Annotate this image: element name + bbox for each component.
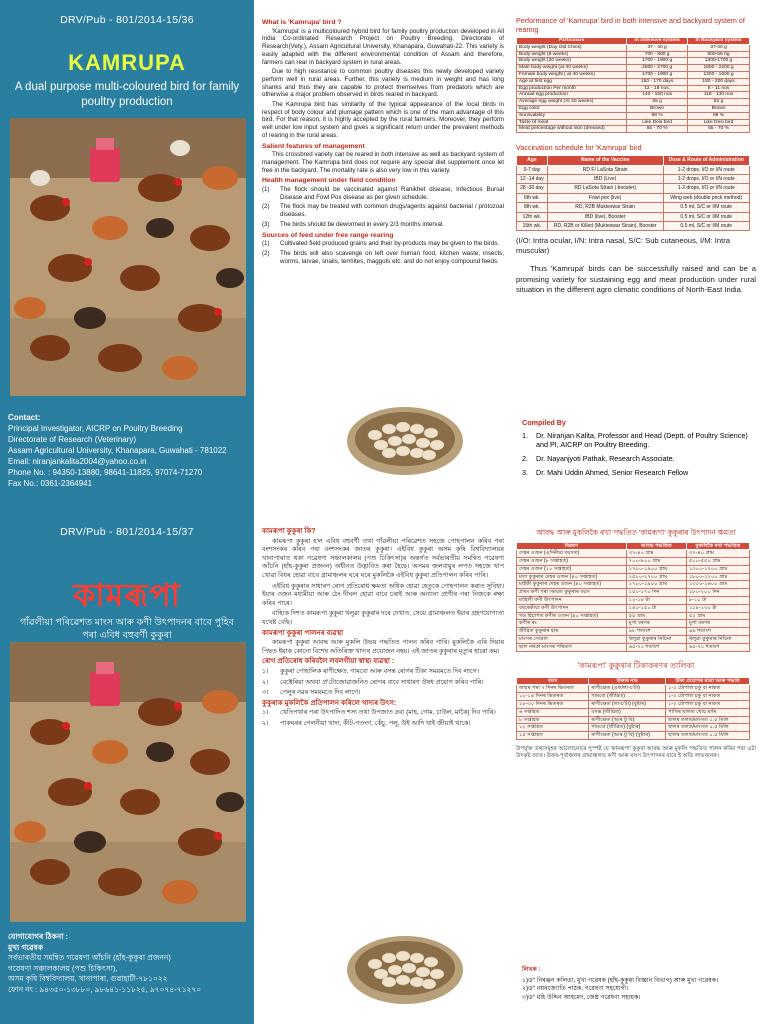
- column-header: In Backyard system: [688, 38, 750, 45]
- table-cell: Egg color: [517, 105, 627, 112]
- contact-line: Assam Agricultural University, Khanapara, Guwahati - 781022: [8, 446, 227, 455]
- table-cell: ৫৫ গ্ৰাম: [626, 612, 686, 620]
- table-cell: ৮-১১ টা: [686, 597, 749, 605]
- column-header: Particulars: [517, 38, 627, 45]
- table-cell: গামবো (জীৱিত): [589, 693, 666, 701]
- table-row: [517, 92, 750, 99]
- contact-block: [8, 412, 252, 489]
- tables-column: [516, 528, 756, 761]
- table-cell: ১১৮-১৩০ টা: [686, 604, 749, 612]
- vaccination-heading: 'কামৰূপা' কুকুৰাৰ টিকাকৰণৰ তালিকা: [577, 660, 695, 670]
- list-item-text: Dr. Mahi Uddin Ahmed, Senior Research Fellow: [536, 468, 689, 477]
- table-cell: ৬৫-৭০ শতাংশ: [686, 643, 749, 651]
- table-row: [517, 597, 750, 605]
- section-heading: What is 'Kamrupa' bird ?: [262, 19, 342, 26]
- contact-heading: যোগাযোগৰ ঠিকনা :: [8, 932, 68, 941]
- table-cell: ৰাণীক্ষেত (আৰ টু বি) (বুষ্টাৰ): [589, 732, 666, 740]
- description-column: [262, 528, 504, 730]
- table-cell: Body weight (8 weeks): [517, 51, 627, 58]
- table-cell: ৰাণীক্ষেত (এফ/লা-চ'টা): [589, 685, 666, 693]
- health-list: [262, 668, 504, 698]
- table-row: [517, 119, 750, 126]
- table-cell: ৬ সপ্তাহত: [517, 708, 589, 716]
- list-item-text: The birds should be dewormed in every 2/3 months interval.: [280, 220, 445, 228]
- paragraph: The Kamrupa bird has similarity of the typical appearance of the local birds in respect of body colour and plumage pattern which is one of the main advantage of this bird. For that reason, it is highly accepted by the rural farmers. Moreover, they perform well under low input system and gives a significant return under the prevalent methods of rearing in the rural areas.: [262, 101, 504, 139]
- table-cell: ৩৭-৪০ গ্ৰাম: [686, 550, 749, 558]
- table-row: [517, 685, 750, 693]
- table-cell: 28 -30 day: [517, 184, 548, 193]
- performance-heading: Performance of 'Kamrupa' bird in both intensive and backyard system of rearing: [516, 16, 745, 34]
- table-cell: ১-২ টোপাল চকু বা নাকত: [666, 685, 750, 693]
- compiled-by: [522, 966, 758, 1002]
- table-cell: Age at first egg: [517, 78, 627, 85]
- table-row: [517, 212, 750, 221]
- table-row: [517, 589, 750, 597]
- table-row: [517, 78, 750, 85]
- table-cell: 0.5 ml, S/C or I/M route: [663, 203, 749, 212]
- table-cell: ১৮০-২০০ দিন: [686, 589, 749, 597]
- contact-line: অসম কৃষি বিশ্ববিদ্যালয়, খানাপাৰা, গুৱাহাটী-৭৮১০২২: [8, 974, 168, 983]
- paragraph: Due to high resistance to common poultry diseases this newly developed variety perform well in rural areas. Further, this variety is medium in weight and has long shanks and thus they are capable to protect themselves from predators which are otherwise a major problem observed in birds reared in backyard.: [262, 68, 504, 99]
- table-cell: মুগা বৰণৰ: [686, 620, 749, 628]
- contact-email: Email: niranjankalita2004@yahoo.co.in: [8, 457, 147, 466]
- table-cell: 37-40 g: [688, 44, 750, 51]
- list-item: [522, 431, 758, 449]
- table-row: [517, 71, 750, 78]
- table-cell: দেহৰ ওজন (২০ সপ্তাহত): [517, 565, 627, 573]
- table-cell: Meat percentage without skin (dressed): [517, 126, 627, 133]
- table-cell: থলুৱা কুকুৰাৰ নিচিনা: [626, 636, 686, 644]
- list-item: [262, 679, 504, 688]
- table-cell: 96 %: [688, 112, 750, 119]
- section-heading: Salient features of management: [262, 142, 365, 150]
- table-cell: 180 - 200 days: [688, 78, 750, 85]
- table-cell: 12 - 18 nos.: [627, 85, 688, 92]
- column-header: বিৱৰণ: [517, 542, 627, 550]
- list-item: [262, 720, 504, 729]
- column-header: বয়স: [517, 677, 589, 685]
- leaflet-title: কামৰূপা: [73, 577, 181, 613]
- table-cell: ৩৭-৪০ গ্ৰাম: [626, 550, 686, 558]
- description-column: [262, 16, 504, 267]
- table-cell: ১৮০০-২২০০ গ্ৰাম: [686, 573, 749, 581]
- abbreviation-note: (I/O: Intra ocular, I/N: Intra nasal, S/C: Sub cutaneous, I/M: Intra muscular): [516, 236, 730, 256]
- contact-phone: Phone No. : 94350-13880, 98641-11825, 97074-71270: [8, 468, 203, 477]
- compiled-heading: লিখক :: [522, 966, 541, 973]
- table-cell: 1-2 drops, I/O or I/N route: [663, 174, 749, 183]
- health-list: [262, 186, 504, 229]
- list-item: [522, 468, 758, 477]
- column-header: Age: [517, 156, 548, 165]
- table-cell: 0.5 ml, S/C or I/M route: [663, 222, 749, 231]
- table-cell: Egg production Per month: [517, 85, 627, 92]
- table-cell: ২৮-৩০ দিনৰ ভিতৰত: [517, 701, 589, 709]
- list-item-number: (1): [262, 240, 270, 248]
- table-cell: ছাল নথকা মাংসৰ পৰিমাণ: [517, 643, 627, 651]
- table-cell: 12th wk.: [517, 212, 548, 221]
- table-cell: 37 - 40 g: [627, 44, 688, 51]
- table-cell: 150 - 170 days: [627, 78, 688, 85]
- list-item-text: The flock should be vaccinated against Ranikhet disease, Infectious Bursal Disease and Fowl Pox disease as per given schedule.: [280, 186, 504, 201]
- list-item-text: Cultivated field produced grains and their by-products may be given to the birds.: [280, 240, 500, 248]
- list-item-number: (2): [262, 249, 270, 257]
- table-cell: Taste of meat: [517, 119, 627, 126]
- list-item: [262, 689, 504, 698]
- table-cell: ছালৰ তলত/মাংসত ০.৫ মিলি: [666, 732, 750, 740]
- list-item-text: কুকুৰা পোহালিক ৰাণীক্ষেত, গামবো আৰু বসন্ত ৰোগৰ টিকা সময়মতে দিব লাগে।: [280, 667, 479, 675]
- column-header: Name of the Vaccine: [547, 156, 663, 165]
- table-cell: 52 g: [688, 99, 750, 106]
- list-item: [262, 240, 504, 248]
- table-row: [517, 708, 750, 716]
- section-heading: কুকুৰাক মুকলিকৈ প্ৰতিপালন কৰিলে খাদ্যৰ উৎস:: [262, 699, 397, 707]
- table-cell: Male body weight (at 40 weeks): [517, 65, 627, 72]
- conclusion: উপৰ্যুক্ত তথ্যসমূহৰ আলোচনাৰে সুস্পষ্ট যে 'কামৰূপা' কুকুৰা আবদ্ধ আৰু মুকলি পদ্ধতিত পালন কৰিব পৰা এটা উৎকৃষ্ট জাত। উত্তৰ-পূৰ্বাঞ্চলৰ গ্ৰামাঞ্চলত কণী আৰু মাংস উৎপাদনৰ বাবে ই অতি লাভজনক।: [516, 746, 756, 760]
- feed-list: [262, 240, 504, 265]
- table-row: [517, 58, 750, 65]
- contact-line: Directorate of Research (Veterinary): [8, 435, 137, 444]
- table-row: [517, 620, 750, 628]
- table-cell: ১-২ টোপাল চকু বা নাকত: [666, 701, 750, 709]
- list-item: [262, 203, 504, 218]
- feed-list: [262, 709, 504, 728]
- table-row: [517, 732, 750, 740]
- table-cell: ৮ সপ্তাহত: [517, 716, 589, 724]
- column-header: আবদ্ধ পদ্ধতিত: [626, 542, 686, 550]
- table-row: [517, 174, 750, 183]
- table-cell: 118 - 130 nos: [688, 92, 750, 99]
- table-cell: 65 - 70 %: [627, 126, 688, 133]
- table-row: [517, 636, 750, 644]
- table-cell: ১৪০-১৫০ টা: [626, 604, 686, 612]
- list-item-text: Dr. Nayanjyoti Pathak, Research Associate.: [536, 454, 675, 463]
- table-cell: Wing web (double prick method): [663, 193, 749, 202]
- table-cell: Female body weight ( at 40 weeks): [517, 71, 627, 78]
- contact-line: সৰ্বভাৰতীয় সমন্বিত গৱেষণা আঁচনি (হাঁহ-কুকুৰা প্ৰজনন): [8, 953, 171, 962]
- table-cell: মতা কুকুৰাৰ দেহৰ ওজন (৪০ সপ্তাহত): [517, 573, 627, 581]
- column-header: In intensive system: [627, 38, 688, 45]
- table-cell: 55 g: [627, 99, 688, 106]
- table-cell: গামবো (জীৱিত) (বুষ্টাৰ): [589, 724, 666, 732]
- table-row: [517, 65, 750, 72]
- table-row: [517, 44, 750, 51]
- cover-panel: [0, 0, 254, 512]
- table-cell: 65 - 70 %: [688, 126, 750, 133]
- table-row: [517, 628, 750, 636]
- table-row: [517, 701, 750, 709]
- section-heading: কামৰূপা কুকুৰা পালনৰ ব্যৱস্থা: [262, 629, 344, 637]
- list-item-text: The flock may be treated with common drugs/agents against bacterial / protozoal diseases.: [280, 203, 504, 219]
- compiler-list: [522, 431, 758, 477]
- list-item-number: (1): [262, 186, 270, 194]
- contact-line: Principal Investigator, AICRP on Poultry Breeding: [8, 424, 183, 433]
- table-cell: Average egg weight (At 40 weeks): [517, 99, 627, 106]
- table-cell: জন্মৰ পৰা ৭ দিনৰ ভিতৰত: [517, 685, 589, 693]
- column-header: Dose & Route of Administration: [663, 156, 749, 165]
- vaccination-heading: Vaccination schedule for 'Kamrupa' bird: [516, 143, 642, 153]
- table-cell: প্ৰথম কণী পৰা সময়ত কুকুৰাৰ বয়স: [517, 589, 627, 597]
- column-header: টিকাৰ নাম: [589, 677, 666, 685]
- table-row: [517, 604, 750, 612]
- paragraph: This crossbred variety can be reared in both intensive as well as backyard system of management. The Kamrupa bird does not require any special diet supplement once let free in the backyard. The mortality rate is also very low in this variety.: [262, 151, 504, 174]
- table-cell: 12 -14 day: [517, 174, 548, 183]
- table-cell: 0-7 day: [517, 165, 548, 174]
- table-cell: ২৫০০-২৭০০ গ্ৰাম: [626, 573, 686, 581]
- table-row: [517, 126, 750, 133]
- table-cell: 6th wk.: [517, 193, 548, 202]
- table-cell: 2500 - 2700 g: [627, 65, 688, 72]
- table-row: [517, 550, 750, 558]
- table-cell: ৰাণীক্ষেত (লা-চ'টা) (বুষ্টাৰ): [589, 701, 666, 709]
- list-item-number: ৩।: [262, 689, 269, 697]
- table-cell: বসন্ত (জীৱিত): [589, 708, 666, 716]
- table-cell: 1-2 drops, I/O or I/N route: [663, 165, 749, 174]
- table-cell: ৬৫-৭০ শতাংশ: [626, 643, 686, 651]
- column-header: মুকলিকৈ ৰখা পদ্ধতিত: [686, 542, 749, 550]
- publication-number: DRV/Pub - 801/2014-15/36: [60, 14, 194, 26]
- table-cell: কণীৰ ৰং: [517, 620, 627, 628]
- compiler-list: [522, 977, 758, 1003]
- list-item-number: 3.: [522, 468, 528, 477]
- table-cell: Survivability: [517, 112, 627, 119]
- table-cell: IBD (Live): [547, 174, 663, 183]
- section-heading: ৰোগ প্ৰতিৰোধ কৰিবলৈ লবলগীয়া স্বাস্থ্য ব্যৱস্থা :: [262, 658, 395, 666]
- table-cell: 500-55 0g: [688, 51, 750, 58]
- vaccination-table: [516, 677, 750, 740]
- table-cell: ৯৮ শতাংশ: [626, 628, 686, 636]
- table-cell: মুগা বৰণৰ: [626, 620, 686, 628]
- table-row: [517, 203, 750, 212]
- table-row: [517, 184, 750, 193]
- table-row: [517, 558, 750, 566]
- column-header: টিকা প্ৰয়োগৰ মাত্ৰা আৰু পদ্ধতি: [666, 677, 750, 685]
- performance-table: [516, 542, 750, 652]
- table-row: [517, 99, 750, 106]
- section-heading: Sources of feed under free range rearing: [262, 231, 394, 239]
- table-cell: 1-2 drops, I/O or I/N route: [663, 184, 749, 193]
- list-item-number: ২।: [262, 678, 269, 686]
- table-cell: Annual egg production: [517, 92, 627, 99]
- table-cell: ১৩০০-১৭০০ গ্ৰাম: [686, 565, 749, 573]
- table-cell: ১৩০০-১৬০০ গ্ৰাম: [686, 581, 749, 589]
- table-row: [517, 643, 750, 651]
- leaflet-subtitle: A dual purpose multi-coloured bird for family poultry production: [14, 81, 240, 108]
- table-cell: ৫০০-৫৫০ গ্ৰাম: [686, 558, 749, 566]
- list-item-number: ১।: [262, 709, 269, 717]
- table-row: [517, 51, 750, 58]
- table-cell: ৰাণীক্ষেত (আৰ টু বি): [589, 716, 666, 724]
- table-cell: ১২-১৮ টা: [626, 597, 686, 605]
- section-heading: Health management under field condition: [262, 177, 396, 185]
- table-cell: ১২ সপ্তাহত: [517, 724, 589, 732]
- publication-number: DRV/Pub - 801/2014-15/37: [60, 526, 194, 538]
- list-item: [522, 994, 758, 1003]
- table-cell: ৫২ গ্ৰাম: [686, 612, 749, 620]
- section-heading: কামৰূপা কুকুৰা কি?: [262, 528, 316, 535]
- table-row: [517, 693, 750, 701]
- table-cell: দেহৰ ওজন (৮ সপ্তাহত): [517, 558, 627, 566]
- table-cell: ১৫ সপ্তাহত: [517, 732, 589, 740]
- paragraph: কামৰূপা কুকুৰা আবদ্ধ আৰু মুকলি উভয় পদ্ধতিত পালন কৰিব পাৰি। মুকলিকৈ এৰি দিয়াৰ পিছত ইয়াক কোনো বিশেষ অতিৰিক্ত খাদ্যৰ প্ৰয়োজন নহয়। এই জাতৰ কুকুৰাৰ মৃত্যুৰ হাৰো কম।: [262, 639, 504, 655]
- table-cell: RD F/ LaSota Strain: [547, 165, 663, 174]
- table-cell: মাইকী কুকুৰাৰ দেহৰ ওজন (৪০ সপ্তাহত): [517, 581, 627, 589]
- table-row: [517, 222, 750, 231]
- performance-table: [516, 37, 750, 133]
- table-row: [517, 165, 750, 174]
- table-cell: জীৱিত কুকুৰাৰ হাৰ: [517, 628, 627, 636]
- list-item-text: পাকঘৰৰ পেলনীয়া খাদ্য, কীট-পতংগ, কেঁচু, পলু, উই আদি খাই জীয়াই থাকে।: [280, 719, 471, 727]
- vaccination-table: [516, 155, 750, 231]
- table-cell: ৯৬ শতাংশ: [686, 628, 749, 636]
- compiled-heading: Compiled By: [522, 418, 566, 427]
- table-row: [517, 716, 750, 724]
- table-cell: ছালৰ তলত/মাংসত ০.৫ মিলি: [666, 716, 750, 724]
- eggs-basket-photo: [345, 924, 465, 1006]
- list-item: [522, 454, 758, 463]
- list-item: [262, 186, 504, 201]
- compiled-by: [522, 418, 758, 482]
- table-cell: 0.5 ml, S/C or I/M route: [663, 212, 749, 221]
- table-cell: থলুৱা কুকুৰাৰ নিচিনা: [686, 636, 749, 644]
- table-cell: 8th wk.: [517, 203, 548, 212]
- list-item-number: ২।: [262, 719, 269, 727]
- table-cell: RD, R2B or Killed (Mukteswar Strain), Booster: [547, 222, 663, 231]
- table-cell: 1700 - 1900 g: [627, 71, 688, 78]
- table-cell: Brown: [688, 105, 750, 112]
- eggs-basket-photo: [345, 395, 465, 477]
- chickens-photo: [10, 642, 246, 922]
- table-cell: 700 - 800 g: [627, 51, 688, 58]
- table-cell: মাংসৰ সোৱাদ: [517, 636, 627, 644]
- list-item-text: খেতিপথাৰ পৰা উৎপাদিত শস্য তথা উপজাত দ্ৰব্য (মাহ, গোম, চাউল, মাকৈ) দিব পাৰি।: [280, 709, 496, 717]
- table-cell: 8 - 11 nos: [688, 85, 750, 92]
- leaflet-subtitle: গাঁৱলীয়া পৰিৱেশত মাংস আৰু কণী উৎপাদনৰ বাবে পুহিব পৰা এবিধ বহুবৰ্ণী কুকুৰা: [20, 617, 234, 641]
- table-row: [517, 193, 750, 202]
- table-row: [517, 612, 750, 620]
- list-item: [262, 709, 504, 718]
- contact-phone: ফোন নং : ৯৪৩৫০-১৩৮৮০, ৯৮৬৪১-১১৮২৫, ৯৭০৭৪-৭১২৭০: [8, 984, 202, 994]
- table-cell: পাখিৰ ছালত খোচ মাৰি: [666, 708, 750, 716]
- contact-fax: Fax No.: 0361-2364941: [8, 479, 93, 488]
- table-cell: Like Desi bird: [627, 119, 688, 126]
- cover-panel: [0, 512, 254, 1024]
- list-item-text: বেক্টেৰিয়া অথবা প্ৰ'টোজোৱাজনিত ৰোগৰ বাবে সাধাৰণ ঔষধ প্ৰয়োগ কৰিব পাৰি।: [280, 678, 484, 686]
- table-row: [517, 581, 750, 589]
- paragraph: এইবিধ কুকুৰাৰ সাধাৰণ ৰোগ প্ৰতিৰোধ ক্ষমতা অধিক হোৱা হেতুকে পোহপালন কৰাত সুবিধা। ইয়াৰ ওজন মধ্যমীয়া আৰু ঠেং দীঘল হোৱা বাবে চৰাই আৰু অন্যান্য প্ৰাণীৰ পৰা নিজকে ৰক্ষা কৰিব পাৰে।: [262, 582, 504, 607]
- list-item-text: ড° মহি উদ্দিন আহমেদ, জেষ্ঠ গৱেষণা সহায়ক।: [528, 993, 641, 1001]
- list-item-number: ২): [522, 985, 529, 992]
- table-cell: IBD (live), Booster: [547, 212, 663, 221]
- table-row: [517, 565, 750, 573]
- performance-heading: আবদ্ধ আৰু মুকলিকৈ ৰখা পদ্ধতিত 'কামৰূপা' কুকুৰাৰ উৎপাদন ক্ষমতা: [536, 528, 736, 537]
- list-item: [522, 985, 758, 994]
- list-item-number: ৩): [522, 993, 529, 1001]
- contact-line: গৱেষণা সঞ্চালকালয় (পশু চিকিৎসা),: [8, 963, 118, 973]
- table-cell: ১৫০-১৭০ দিন: [626, 589, 686, 597]
- table-cell: ১-২ টোপাল চকু বা নাকত: [666, 693, 750, 701]
- table-cell: 1300 - 1600 g: [688, 71, 750, 78]
- table-cell: ছালৰ তলত/মাংসত ০.৫ মিলি: [666, 724, 750, 732]
- table-cell: ১৭০০-১৯০০ গ্ৰাম: [626, 581, 686, 589]
- table-row: [517, 112, 750, 119]
- list-item-number: ১।: [262, 667, 269, 675]
- assamese-leaflet: [0, 512, 768, 1024]
- list-item-number: ১): [522, 976, 529, 984]
- list-item-text: Dr. Niranjan Kalita, Professor and Head (Deptt. of Poultry Science) and PI, AICRP on Poultry Breeding.: [536, 431, 748, 449]
- table-cell: 1700 - 1900 g: [627, 58, 688, 65]
- list-item-text: পেলুৰ নৱৰ সময়মতে দিব লাগে।: [280, 689, 361, 697]
- list-item: [262, 668, 504, 677]
- table-cell: ১২-১৪ দিনৰ ভিতৰত: [517, 693, 589, 701]
- table-cell: Brown: [627, 105, 688, 112]
- table-cell: 140 - 150 nos: [627, 92, 688, 99]
- table-cell: বছৰেকীয়া কণী উৎপাদন: [517, 604, 627, 612]
- list-item-text: ড° নয়নজ্যোতি পাঠক, গৱেষণা সহযোগী।: [528, 985, 629, 992]
- table-cell: 15th wk.: [517, 222, 548, 231]
- list-item: [262, 221, 504, 229]
- table-cell: মাহিলী কণী উৎপাদন: [517, 597, 627, 605]
- table-cell: 1800 - 2200 g: [688, 65, 750, 72]
- chickens-photo: [10, 118, 246, 396]
- table-row: [517, 724, 750, 732]
- paragraph: কামৰূপা কুকুৰা হ'ল এবিধ বহুবৰ্ণী তথা গাঁৱলীয়া পৰিৱেশত সহজে পোহপালন কৰিব পৰা বংশসংকৰ কৰিব পৰা বংশসংকৰ জাতৰ কুকুৰা। এইবিধ কুকুৰা অসম কৃষি বিশ্ববিদ্যালয়ৰ খানাপাৰাত থকা গৱেষণা সঞ্চালকালয় (পশু চিকিৎসা)ৰ অন্তৰ্গত সৰ্বভাৰতীয় সমন্বিত গৱেষণা আঁচনি (হাঁহ-কুকুৰা প্ৰজনন) অধীনত উদ্ভাবিত কৰা হৈছে। অসমৰ জলবায়ুৰ লগত সহজে খাপ খোৱা বিধৰ হোৱা বাবে গ্ৰামাঞ্চলৰ ঘৰে ঘৰে মুকলিকৈ এইবিধ কুকুৰা প্ৰতিপালন কৰিব পাৰি।: [262, 537, 504, 579]
- table-cell: গড় হিচাপত কণীৰ ওজন (৪০ সপ্তাহত): [517, 612, 627, 620]
- list-item-number: 2.: [522, 454, 528, 463]
- list-item: [522, 977, 758, 986]
- table-row: [517, 105, 750, 112]
- contact-heading: Contact:: [8, 413, 41, 422]
- paragraph: বাহ্যিক দিশত কামৰূপা কুকুৰা থলুৱা কুকুৰাৰ দৰে দেখাত, সেয়ে গ্ৰামাঞ্চলত ইয়াৰ গ্ৰহণযোগ্যতা যথেষ্ট বেছি।: [262, 610, 504, 626]
- table-row: [517, 573, 750, 581]
- table-cell: 98 %: [627, 112, 688, 119]
- list-item-number: 1.: [522, 431, 528, 440]
- table-cell: RD LaSota Strain ( booster): [547, 184, 663, 193]
- list-item-number: (3): [262, 220, 270, 228]
- table-cell: Body weight (Day Old Chick): [517, 44, 627, 51]
- contact-line: মুখ্য গৱেষক: [8, 942, 44, 952]
- table-row: [517, 85, 750, 92]
- table-cell: 1300-1700 g: [688, 58, 750, 65]
- contact-block: [8, 932, 252, 995]
- table-cell: ১৭০০-১৯০০ গ্ৰাম: [626, 565, 686, 573]
- list-item: [262, 250, 504, 265]
- table-cell: RD, R2B Mukteswar Strain: [547, 203, 663, 212]
- table-cell: Body weight (20 weeks): [517, 58, 627, 65]
- tables-column: [516, 16, 756, 296]
- table-cell: Fowl pox (live): [547, 193, 663, 202]
- table-cell: ৭০০-৮০০ গ্ৰাম: [626, 558, 686, 566]
- paragraph: 'Kamrupa' is a multicoloured hybrid bird for family poultry production developed in All India Co-ordinated Research Project on Poultry Breeding, Directorate of Research(Vety.), Assam Agricultural University, Khanapara, Guwahati-22. This variety is easily adapted with the different environmental condition of Assam and therefore, farmers can rear in backyard system in rural areas.: [262, 27, 504, 66]
- table-cell: Like Desi bird: [688, 119, 750, 126]
- conclusion: Thus 'Kamrupa' birds can be successfully raised and can be a promising variety for sustaining egg and meat production under rural situation in the different agro climatic conditions of North-East India.: [516, 264, 756, 295]
- leaflet-title: KAMRUPA: [68, 50, 186, 75]
- table-cell: দেহৰ ওজন (এদিনীয়া বয়সত): [517, 550, 627, 558]
- list-item-number: (2): [262, 203, 270, 211]
- list-item-text: The birds will also scavenge on left over human food, kitchen waste, insects, worms, larvae, snails, termites, maggots etc. and do not enjoy compound feeds.: [280, 249, 504, 265]
- list-item-text: ড° নিৰঞ্জন কলিতা, মুখ্য গৱেষক (হাঁহ-কুকুৰা বিজ্ঞান বিভাগ) আৰু মুখ্য গৱেষক।: [528, 976, 719, 984]
